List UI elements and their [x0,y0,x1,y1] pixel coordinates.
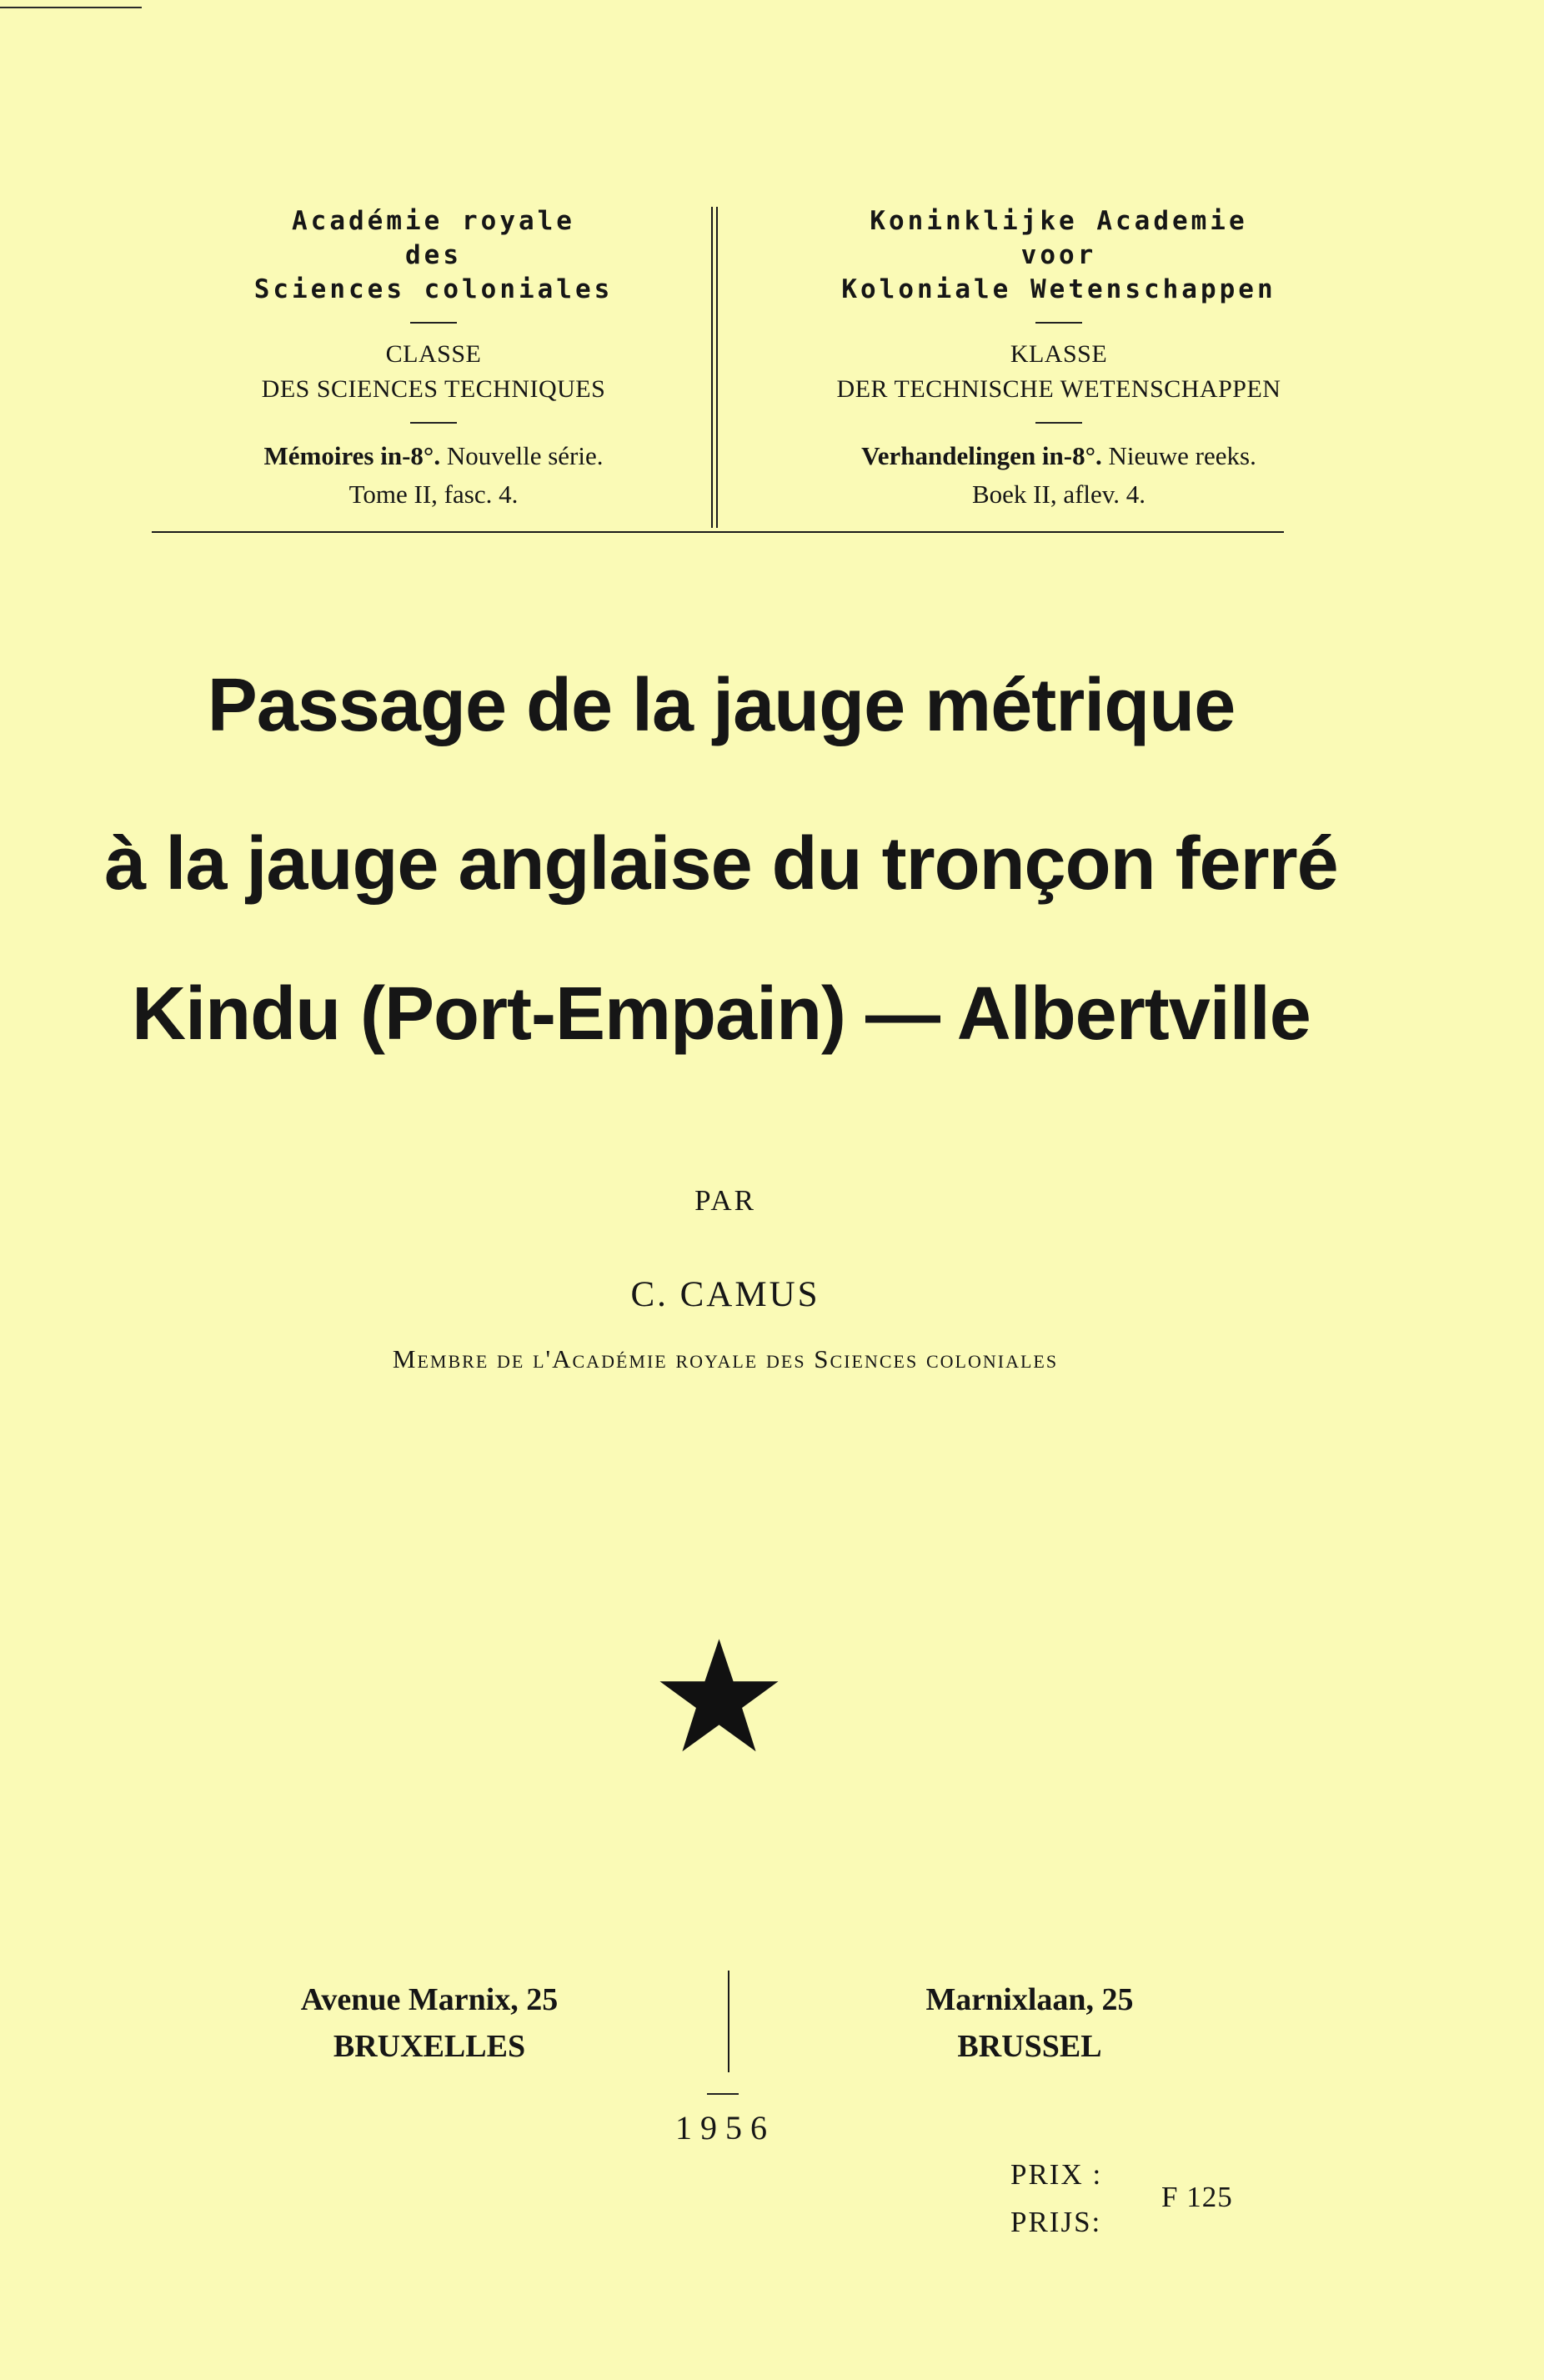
by-label: PAR [694,1184,756,1217]
series-line [150,437,717,475]
star-icon [659,1639,780,1755]
institution-line: Koninklijke Academie [870,206,1248,236]
separator-dash [410,322,457,324]
street-line: Marnixlaan, 25 [925,1982,1134,2017]
institution-line: Sciences coloniales [253,274,614,304]
price-value: F 125 [1161,2181,1233,2213]
city-line: BRUSSEL [957,2029,1102,2064]
separator-dash [1035,322,1082,324]
header-french-block [150,204,717,514]
class-label: KLASSE [1010,340,1108,368]
series-line [713,437,1405,475]
series-bold: Mémoires in-8°. [263,441,441,470]
year-separator-dash [707,2093,739,2095]
publication-year: 1956 [675,2109,775,2147]
title-line-3: Kindu (Port-Empain) — Albertville [132,972,1311,1056]
series-rest: Nieuwe reeks. [1101,441,1256,470]
series-rest: Nouvelle série. [440,441,604,470]
institution-line: Académie royale [292,206,575,236]
volume-line: Tome II, fasc. 4. [348,480,519,509]
class-label: CLASSE [385,340,482,368]
price-label-french: PRIX : [1010,2158,1103,2191]
separator-dash [1035,422,1082,424]
institution-line: des [405,240,462,270]
title-line-2: à la jauge anglaise du tronçon ferré [104,822,1338,906]
scan-artifact-line [0,7,142,8]
header-bottom-rule [152,531,1284,533]
address-brussels-french [233,1976,625,2070]
institution-line: voor [1020,240,1097,270]
institution-line: Koloniale Wetenschappen [841,274,1276,304]
series-bold: Verhandelingen in-8°. [861,441,1102,470]
volume-line: Boek II, aflev. 4. [971,480,1146,509]
title-line-1: Passage de la jauge métrique [207,664,1236,747]
price-label-dutch: PRIJS: [1010,2206,1102,2238]
class-name: DES SCIENCES TECHNIQUES [261,375,606,403]
city-line: BRUXELLES [333,2029,526,2064]
street-line: Avenue Marnix, 25 [300,1982,559,2017]
header-dutch-block [713,204,1405,514]
author-name: C. CAMUS [630,1275,820,1314]
address-brussels-dutch [834,1976,1226,2070]
class-name: DER TECHNISCHE WETENSCHAPPEN [836,375,1281,403]
address-divider-line [728,1971,729,2072]
separator-dash [410,422,457,424]
author-affiliation: Membre de l'Académie royale des Sciences coloniales [392,1344,1059,1373]
